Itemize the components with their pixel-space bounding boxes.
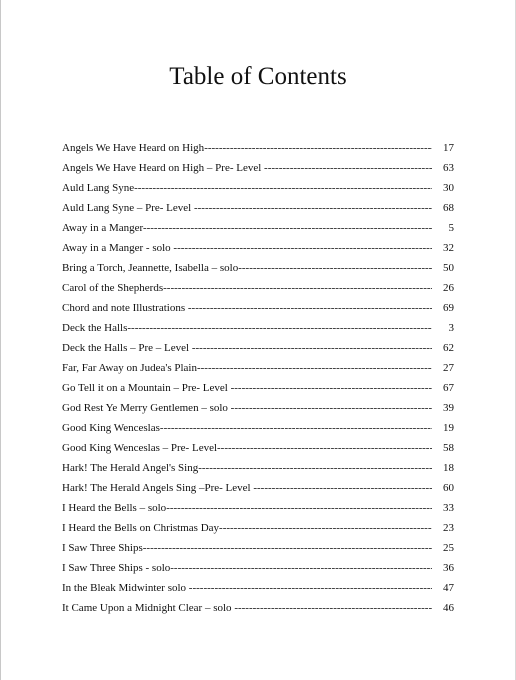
toc-entry-label: Angels We Have Heard on High ----- — [62, 138, 437, 158]
toc-entry-label: Deck the Halls – Pre – Level ----- — [62, 338, 437, 358]
toc-entry-label: Bring a Torch, Jeannette, Isabella – solo ----- — [62, 258, 437, 278]
page-title: Table of Contents — [169, 63, 347, 90]
toc-entry-page: 46 — [432, 598, 454, 618]
toc-entry-page: 32 — [432, 238, 454, 258]
toc-entry — [62, 418, 454, 438]
toc-entry-page: 19 — [432, 418, 454, 438]
toc-entry-label: Go Tell it on a Mountain – Pre- Level ----- — [62, 378, 437, 398]
toc-entry-page: 39 — [432, 398, 454, 418]
toc-entry-label: I Heard the Bells – solo ----- — [62, 498, 437, 518]
toc-entry — [62, 298, 454, 318]
toc-entry-page: 62 — [432, 338, 454, 358]
toc-entry-label: Deck the Halls ----- — [62, 318, 437, 338]
toc-entry-page: 63 — [432, 158, 454, 178]
toc-entry-page: 60 — [432, 478, 454, 498]
toc-entry-page: 69 — [432, 298, 454, 318]
toc-entry — [62, 198, 454, 218]
toc-entry-label: Chord and note Illustrations ----- — [62, 298, 437, 318]
toc-entry-label: Carol of the Shepherds ----- — [62, 278, 437, 298]
toc-entry-page: 47 — [432, 578, 454, 598]
toc-entry — [62, 378, 454, 398]
toc-entry-label: Good King Wenceslas ----- — [62, 418, 437, 438]
toc-entry — [62, 558, 454, 578]
toc-entry — [62, 358, 454, 378]
toc-entry — [62, 498, 454, 518]
toc-entry-label: Good King Wenceslas – Pre- Level ----- — [62, 438, 437, 458]
toc-entry-label: Hark! The Herald Angels Sing –Pre- Level ----- — [62, 478, 437, 498]
toc-entry-label: Hark! The Herald Angel's Sing ----- — [62, 458, 437, 478]
toc-entry — [62, 338, 454, 358]
toc-entry-label: Angels We Have Heard on High – Pre- Level ----- — [62, 158, 437, 178]
toc-entry — [62, 138, 454, 158]
toc-entry-page: 23 — [432, 518, 454, 538]
toc-entry-label: I Saw Three Ships ----- — [62, 538, 437, 558]
page-edge-left — [0, 0, 1, 680]
toc-entry-label: Auld Lang Syne ----- — [62, 178, 437, 198]
toc-entry-page: 26 — [432, 278, 454, 298]
toc-entry — [62, 578, 454, 598]
toc-entry — [62, 258, 454, 278]
toc-entry-page: 5 — [432, 218, 454, 238]
toc-entry-page: 3 — [432, 318, 454, 338]
toc-entry — [62, 158, 454, 178]
toc-entry — [62, 238, 454, 258]
toc-entry-label: Away in a Manger ----- — [62, 218, 437, 238]
toc-entry — [62, 318, 454, 338]
toc-entry — [62, 218, 454, 238]
toc-entry-page: 27 — [432, 358, 454, 378]
toc-entry — [62, 598, 454, 618]
toc-entry-label: Far, Far Away on Judea's Plain ----- — [62, 358, 437, 378]
toc-entry-label: God Rest Ye Merry Gentlemen – solo ----- — [62, 398, 437, 418]
toc-entry-label: I Heard the Bells on Christmas Day ----- — [62, 518, 437, 538]
toc-entry-page: 30 — [432, 178, 454, 198]
toc-entry-label: In the Bleak Midwinter solo ----- — [62, 578, 437, 598]
toc-entry — [62, 178, 454, 198]
toc-entry-page: 17 — [432, 138, 454, 158]
toc-entry — [62, 518, 454, 538]
toc-entry — [62, 458, 454, 478]
toc-entry-label: It Came Upon a Midnight Clear – solo ----- — [62, 598, 437, 618]
toc-entry-page: 50 — [432, 258, 454, 278]
toc-entry-label: Auld Lang Syne – Pre- Level ----- — [62, 198, 437, 218]
toc-entry-page: 25 — [432, 538, 454, 558]
toc-entry-page: 58 — [432, 438, 454, 458]
table-of-contents — [62, 138, 454, 618]
toc-entry-label: Away in a Manger - solo ----- — [62, 238, 437, 258]
toc-entry-page: 18 — [432, 458, 454, 478]
toc-entry — [62, 438, 454, 458]
toc-entry — [62, 478, 454, 498]
toc-entry — [62, 278, 454, 298]
toc-entry-label: I Saw Three Ships - solo ----- — [62, 558, 437, 578]
toc-entry-page: 33 — [432, 498, 454, 518]
toc-entry-page: 67 — [432, 378, 454, 398]
toc-entry — [62, 398, 454, 418]
toc-entry-page: 36 — [432, 558, 454, 578]
toc-entry — [62, 538, 454, 558]
toc-entry-page: 68 — [432, 198, 454, 218]
